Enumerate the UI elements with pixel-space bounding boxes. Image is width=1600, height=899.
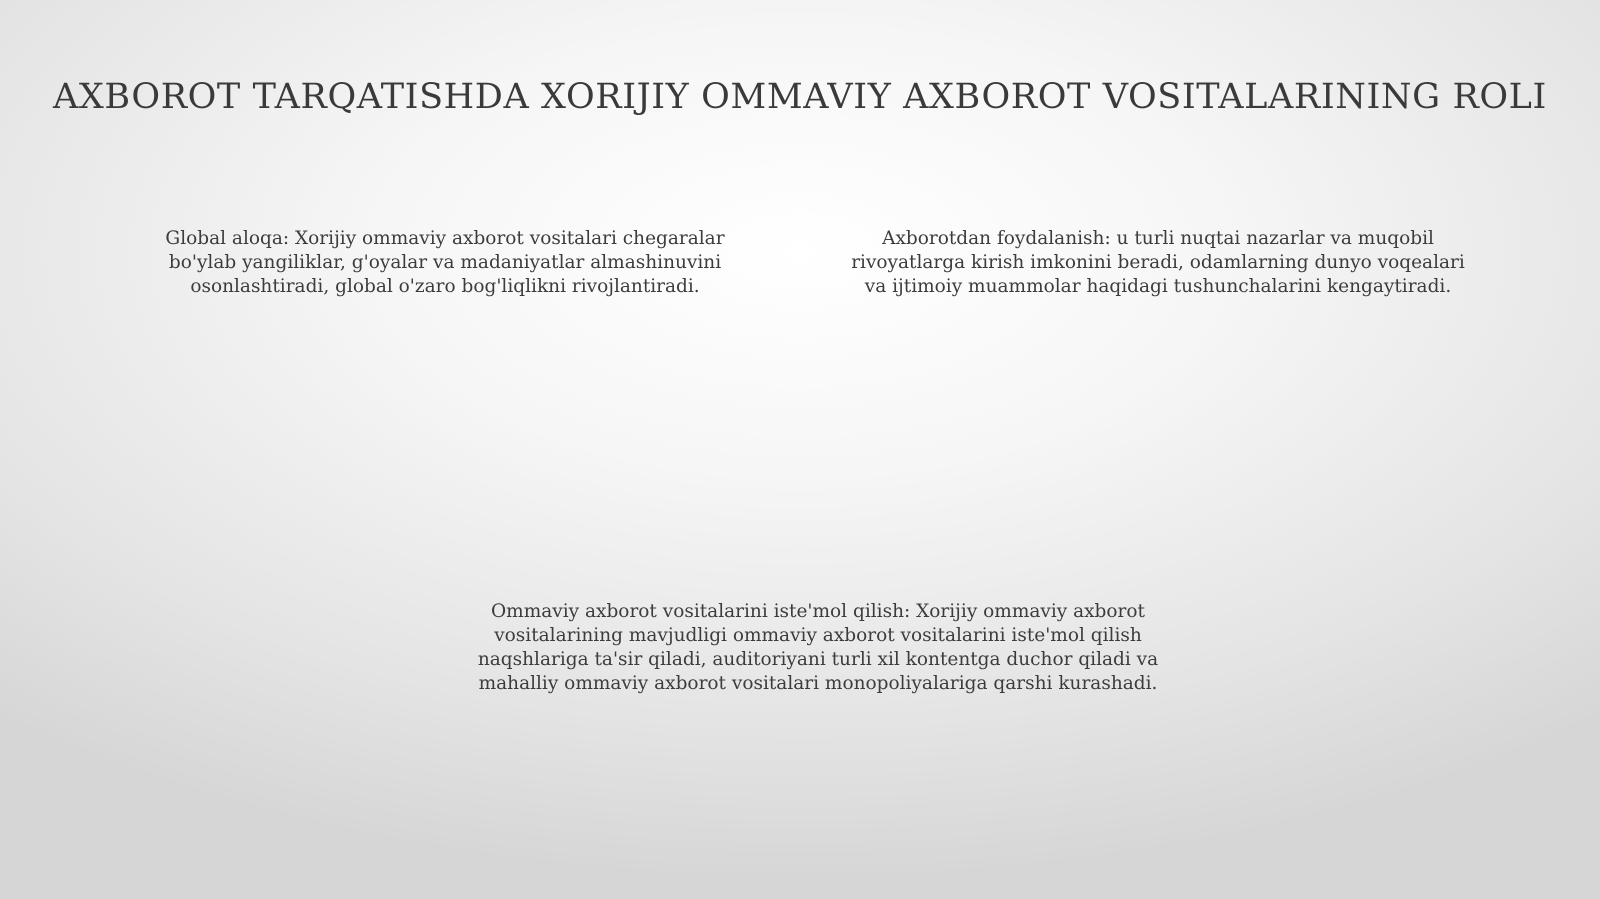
- slide-title: AXBOROT TARQATISHDA XORIJIY OMMAVIY AXBOROT VOSITALARINING ROLI: [53, 77, 1547, 117]
- text-block-media-iste-mol: Ommaviy axborot vositalarini iste'mol qilish: Xorijiy ommaviy axborot vositalarining mavjudligi ommaviy axborot vositalarini iste'mol qilish naqshlariga ta'sir qiladi, auditoriyani turli xil kontentga duchor qiladi va mahalliy ommaviy axborot vositalari monopoliyalariga qarshi kurashadi.: [477, 601, 1159, 694]
- text-block-global-aloqa: Global aloqa: Xorijiy ommaviy axborot vositalari chegaralar bo'ylab yangiliklar, g'oyalar va madaniyatlar almashinuvini osonlashtiradi, global o'zaro bog'liqlikni rivojlantiradi.: [165, 228, 725, 297]
- text-block-axborotdan-foydalanish: Axborotdan foydalanish: u turli nuqtai nazarlar va muqobil rivoyatlarga kirish imkonini beradi, odamlarning dunyo voqealari va ijtimoiy muammolar haqidagi tushunchalarini kengaytiradi.: [851, 228, 1465, 297]
